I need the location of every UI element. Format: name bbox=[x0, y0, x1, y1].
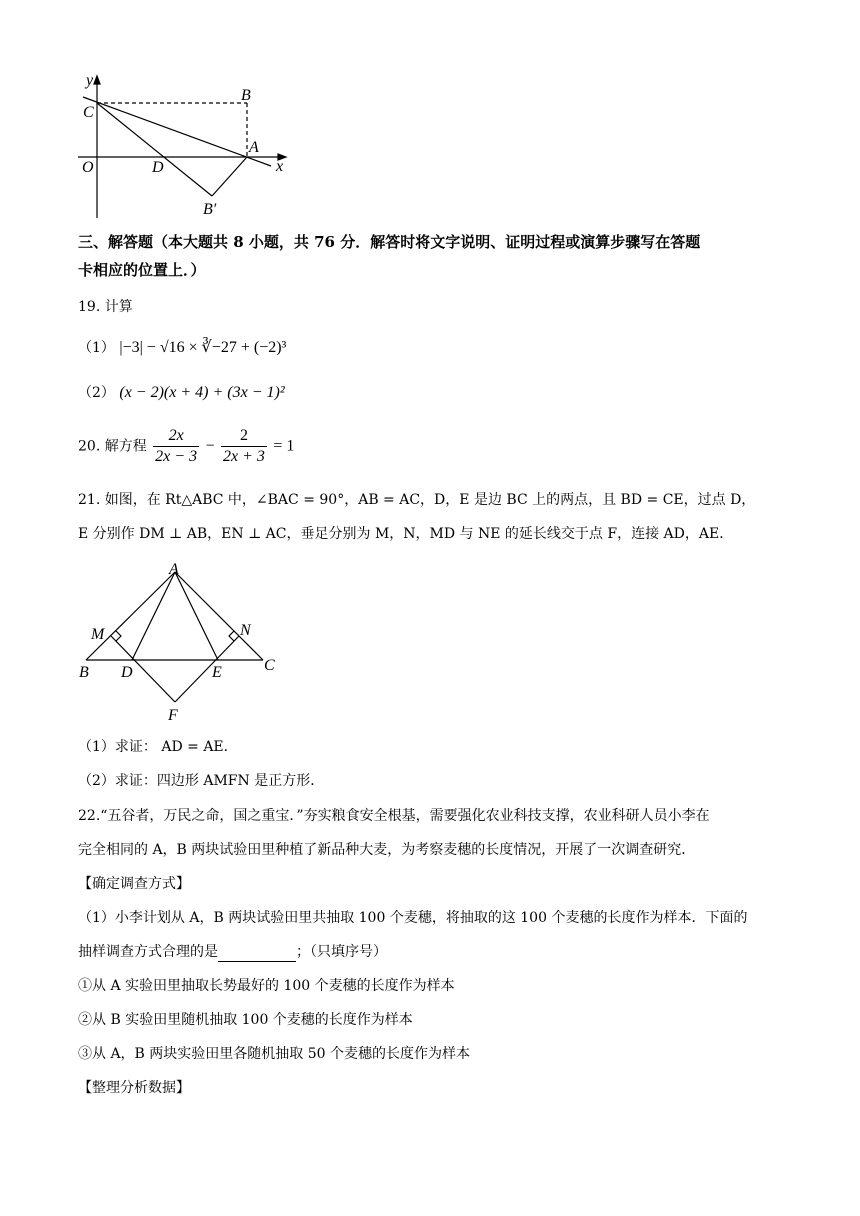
q20-label: 20. 解方程 bbox=[78, 438, 147, 455]
q22-heading-analysis: 【整理分析数据】 bbox=[78, 1080, 190, 1096]
q22-option-1: ①从 A 实验田里抽取长势最好的 100 个麦穗的长度作为样本 bbox=[78, 978, 455, 994]
q20 bbox=[78, 426, 294, 467]
answer-blank[interactable] bbox=[218, 947, 296, 962]
label-B: B bbox=[241, 87, 251, 104]
q22-part1-line2 bbox=[78, 942, 387, 962]
segment-N-F bbox=[175, 636, 239, 702]
q22-option-2: ②从 B 实验田里随机抽取 100 个麦穗的长度作为样本 bbox=[78, 1012, 413, 1028]
section-header bbox=[78, 228, 790, 284]
q22-part1-suffix: ；（只填序号） bbox=[296, 944, 387, 960]
q22-line1: 22.“五谷者，万民之命，国之重宝．”夯实粮食安全根基，需要强化农业科技支撑，农业科研人员小李在 bbox=[78, 808, 710, 824]
q19-part1 bbox=[78, 338, 286, 358]
label-M: M bbox=[91, 626, 105, 643]
triangle-figure bbox=[74, 560, 284, 726]
line-C-A bbox=[83, 97, 271, 166]
side-A-B bbox=[86, 572, 175, 660]
q21-line1: 21. 如图，在 Rt△ABC 中，∠BAC = 90°，AB = AC，D，E 是边 BC 上的两点，且 BD = CE，过点 D， bbox=[78, 492, 756, 508]
coordinate-figure bbox=[70, 66, 300, 222]
q21-part2: （2）求证：四边形 AMFN 是正方形． bbox=[78, 773, 325, 789]
q19-part1-expression: |−3| − √16 × ∛−27 + (−2)³ bbox=[119, 339, 287, 356]
q22-option-3: ③从 A，B 两块实验田里各随机抽取 50 个麦穗的长度作为样本 bbox=[78, 1046, 471, 1062]
q20-fraction-1 bbox=[153, 426, 199, 467]
right-angle-mark-N bbox=[229, 631, 234, 641]
label-C: C bbox=[264, 657, 275, 674]
q20-rhs: = 1 bbox=[273, 437, 295, 455]
label-E: E bbox=[212, 664, 222, 681]
q19-part1-label: （1） bbox=[78, 340, 115, 356]
label-D: D bbox=[152, 159, 164, 176]
q21-line2: E 分别作 DM ⊥ AB，EN ⊥ AC，垂足分别为 M，N，MD 与 NE 的延长线交于点 F，连接 AD，AE． bbox=[78, 526, 734, 542]
label-F: F bbox=[168, 707, 178, 724]
label-Bprime: B′ bbox=[203, 201, 217, 218]
section-header-line2: 卡相应的位置上．） bbox=[78, 261, 206, 279]
q22-part1-prompt: 抽样调查方式合理的是 bbox=[78, 944, 218, 960]
right-angle-mark-M bbox=[116, 631, 121, 641]
q20-fraction-1-denominator: 2x − 3 bbox=[155, 448, 198, 465]
q20-fraction-2 bbox=[221, 426, 267, 467]
q22-part1-line1: （1）小李计划从 A，B 两块试验田里共抽取 100 个麦穗，将抽取的这 100 个麦穗的长度作为样本．下面的 bbox=[78, 910, 748, 926]
segment-A-E bbox=[175, 572, 218, 660]
q20-fraction-1-numerator: 2x bbox=[153, 426, 199, 447]
q19-part2 bbox=[78, 383, 285, 403]
y-axis-arrow bbox=[94, 76, 100, 84]
label-A: A bbox=[169, 561, 179, 578]
q20-minus: − bbox=[205, 437, 215, 455]
q20-fraction-2-denominator: 2x + 3 bbox=[223, 448, 265, 465]
label-x: x bbox=[276, 158, 284, 175]
label-y: y bbox=[86, 72, 94, 89]
q19-stem: 19. 计算 bbox=[78, 299, 133, 315]
label-N: N bbox=[240, 622, 251, 639]
label-O: O bbox=[82, 159, 94, 176]
q21-part1: （1）求证： AD = AE． bbox=[78, 739, 238, 755]
label-D: D bbox=[121, 664, 133, 681]
segment-Bprime-A bbox=[212, 157, 247, 196]
section-header-line1: 三、解答题（本大题共 8 小题，共 76 分．解答时将文字说明、证明过程或演算步骤写在答题 bbox=[78, 233, 701, 251]
label-C: C bbox=[83, 104, 94, 121]
label-A: A bbox=[249, 139, 259, 156]
side-A-C bbox=[175, 572, 263, 660]
q22-line2: 完全相同的 A，B 两块试验田里种植了新品种大麦，为考察麦穗的长度情况，开展了一次调查研究． bbox=[78, 842, 696, 858]
q19-part2-expression: (x − 2)(x + 4) + (3x − 1)² bbox=[119, 384, 285, 401]
q22-heading-survey: 【确定调查方式】 bbox=[78, 876, 190, 892]
segment-A-D bbox=[132, 572, 175, 660]
segment-C-Bprime bbox=[97, 103, 212, 196]
label-B: B bbox=[79, 664, 89, 681]
q20-fraction-2-numerator: 2 bbox=[221, 426, 267, 447]
q19-part2-label: （2） bbox=[78, 385, 115, 401]
